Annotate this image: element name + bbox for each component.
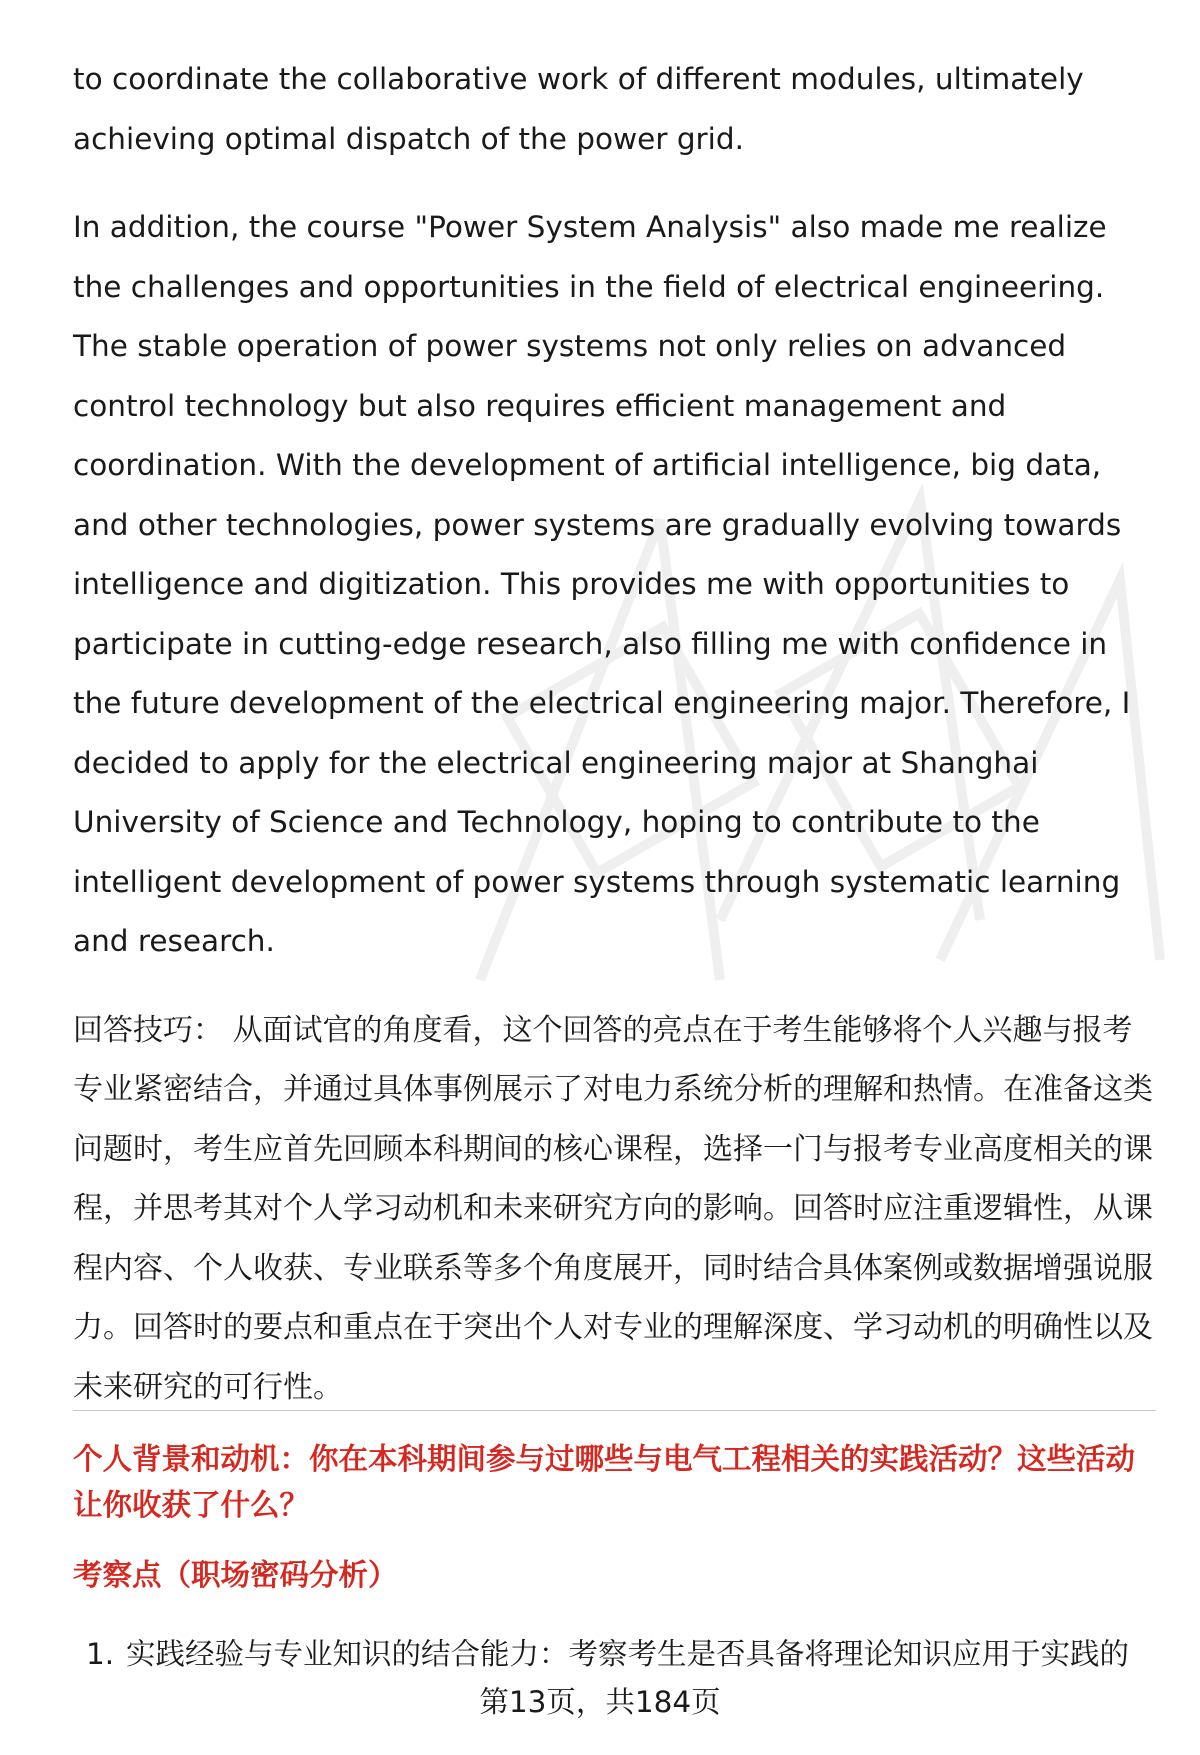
question-title: 个人背景和动机：你在本科期间参与过哪些与电气工程相关的实践活动？这些活动让你收获了什么？ bbox=[73, 1442, 1136, 1522]
list-item bbox=[86, 1634, 1166, 1674]
body-paragraph-1: to coordinate the collaborative work of different modules, ultimately achieving optimal dispatch of the power grid. bbox=[73, 62, 1084, 156]
main-content bbox=[73, 50, 1153, 1417]
body-paragraph-2: In addition, the course "Power System Analysis" also made me realize the challenges and opportunities in the field of electrical engineering. The stable operation of power systems not only relies on advanced control technology but also requires efficient management and coordination. With the development of artificial intelligence, big data, and other technologies, power systems are gradually evolving towards intelligence and digitization. This provides me with opportunities to participate in cutting-edge research, also filling me with confidence in the future development of the electrical engineering major. Therefore, I decided to apply for the electrical engineering major at Shanghai University of Science and Technology, hoping to contribute to the intelligent development of power systems through systematic learning and research. bbox=[73, 210, 1131, 958]
question-subtitle: 考察点（职场密码分析） bbox=[73, 1558, 398, 1592]
answer-tips-paragraph: 回答技巧： 从面试官的角度看，这个回答的亮点在于考生能够将个人兴趣与报考专业紧密结合，并通过具体事例展示了对电力系统分析的理解和热情。在准备这类问题时，考生应首先回顾本科期间的核心课程，选择一门与报考专业高度相关的课程，并思考其对个人学习动机和未来研究方向的影响。回答时应注重逻辑性，从课程内容、个人收获、专业联系等多个角度展开，同时结合具体案例或数据增强说服力。回答时的要点和重点在于突出个人对专业的理解深度、学习动机的明确性以及未来研究的可行性。 bbox=[73, 1012, 1153, 1405]
list-item-text: 实践经验与专业知识的结合能力：考察考生是否具备将理论知识应用于实践的 bbox=[126, 1637, 1130, 1671]
list-item-number: 1. bbox=[86, 1637, 115, 1671]
page-footer: 第13页，共184页 bbox=[479, 1685, 721, 1719]
section-divider bbox=[73, 1410, 1156, 1411]
